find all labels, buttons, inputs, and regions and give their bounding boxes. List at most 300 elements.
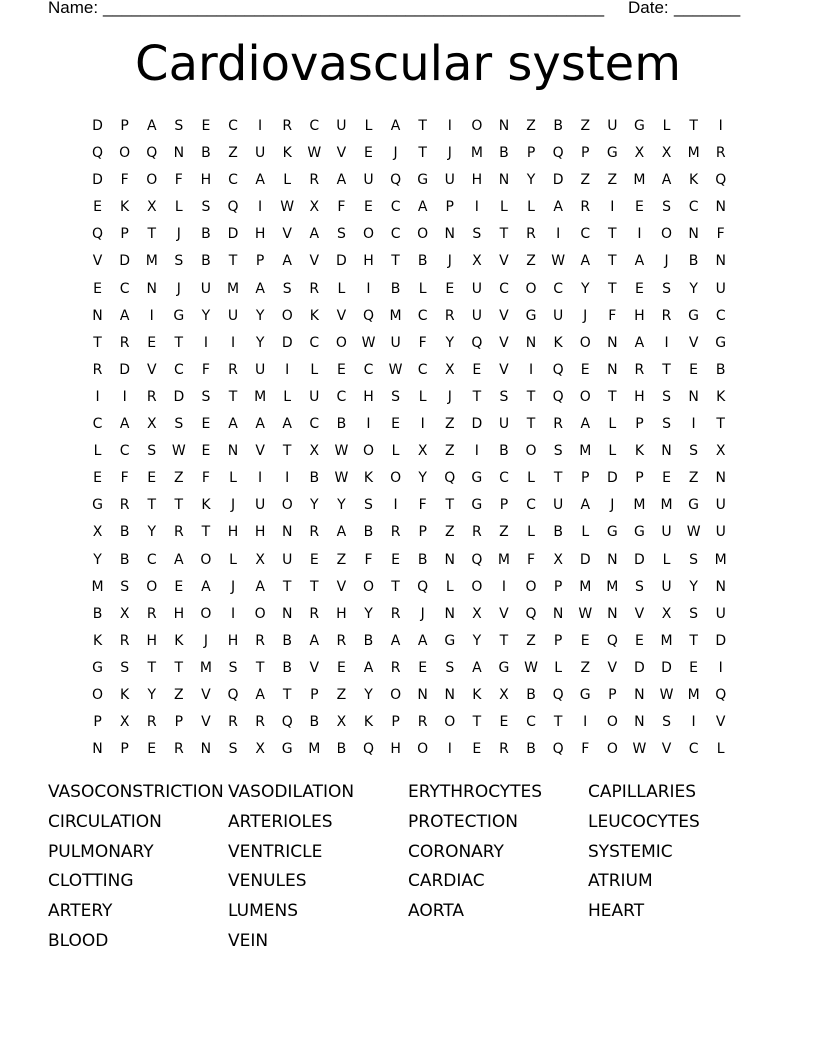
grid-letter: K [689, 172, 699, 189]
grid-letter: Q [525, 605, 537, 622]
grid-letter: U [282, 551, 293, 568]
grid-letter: W [334, 470, 349, 487]
grid-letter: U [498, 416, 510, 433]
grid-letter: S [689, 443, 699, 460]
grid-letter: A [363, 659, 374, 676]
grid-letter: X [472, 253, 482, 270]
grid-row [84, 276, 734, 303]
grid-letter: Y [310, 497, 319, 514]
grid-letter: D [715, 632, 727, 649]
grid-letter: E [336, 361, 346, 378]
grid-letter: E [580, 361, 590, 378]
grid-letter: R [715, 145, 726, 162]
grid-letter: B [499, 145, 509, 162]
grid-letter: N [444, 605, 455, 622]
grid-letter: E [634, 199, 644, 216]
grid-letter: G [606, 145, 618, 162]
grid-letter: P [608, 686, 617, 703]
grid-letter: B [201, 145, 211, 162]
grid-row [84, 438, 734, 465]
grid-letter: Z [444, 416, 455, 433]
grid-letter: V [499, 334, 509, 351]
grid-letter: W [524, 659, 538, 676]
grid-letter: B [390, 280, 401, 297]
grid-letter: A [255, 172, 265, 189]
grid-letter: P [120, 226, 129, 243]
grid-letter: X [715, 443, 726, 460]
grid-letter: T [472, 714, 482, 731]
grid-letter: N [607, 361, 618, 378]
grid-letter: Q [227, 686, 239, 703]
grid-letter: M [633, 172, 646, 189]
grid-letter: L [581, 524, 590, 541]
grid-letter: H [471, 172, 483, 189]
word-bank-item: ARTERY [48, 901, 113, 922]
grid-letter: I [393, 497, 398, 514]
grid-letter: X [255, 741, 265, 758]
grid-letter: D [471, 416, 483, 433]
grid-letter: A [255, 686, 265, 703]
grid-row [84, 248, 734, 275]
grid-letter: P [553, 578, 563, 595]
grid-letter: I [203, 334, 208, 351]
grid-letter: E [391, 416, 400, 433]
grid-letter: R [390, 524, 401, 541]
grid-letter: E [445, 280, 455, 297]
grid-letter: Y [418, 470, 427, 487]
grid-letter: F [174, 172, 183, 189]
grid-letter: H [227, 632, 239, 649]
grid-letter: R [119, 632, 130, 649]
grid-letter: X [661, 145, 672, 162]
word-bank-item: CARDIAC [408, 871, 485, 892]
grid-letter: T [147, 497, 157, 514]
grid-letter: N [281, 524, 293, 541]
word-bank-item: CAPILLARIES [588, 782, 697, 802]
grid-letter: S [662, 416, 671, 433]
grid-letter: W [659, 686, 674, 703]
grid-letter: I [258, 199, 263, 216]
grid-letter: U [363, 172, 374, 189]
grid-letter: P [499, 497, 509, 514]
grid-letter: R [92, 361, 103, 378]
grid-letter: V [336, 307, 347, 324]
grid-letter: Z [526, 253, 536, 270]
grid-letter: N [173, 145, 185, 162]
grid-letter: A [282, 253, 292, 270]
grid-letter: T [689, 118, 698, 134]
grid-letter: V [282, 226, 292, 243]
grid-letter: O [444, 714, 456, 731]
grid-letter: A [255, 280, 265, 297]
grid-letter: I [501, 578, 507, 595]
grid-letter: U [471, 307, 482, 324]
grid-letter: Q [362, 307, 374, 324]
grid-row [84, 113, 734, 140]
grid-letter: D [336, 253, 347, 270]
grid-row [84, 574, 734, 601]
grid-letter: I [420, 416, 425, 433]
grid-letter: T [418, 118, 427, 134]
grid-letter: B [363, 524, 374, 541]
grid-letter: I [230, 605, 236, 622]
grid-letter: O [146, 172, 158, 189]
grid-letter: N [498, 118, 510, 134]
grid-letter: X [309, 199, 320, 216]
grid-letter: Y [689, 578, 698, 595]
grid-letter: A [390, 632, 401, 649]
grid-letter: E [201, 443, 211, 460]
grid-letter: S [472, 226, 482, 243]
grid-letter: A [119, 307, 130, 324]
grid-letter: E [472, 741, 482, 758]
date-blank-line: _______ [674, 0, 741, 17]
grid-letter: T [526, 416, 536, 433]
grid-letter: O [119, 145, 131, 162]
grid-letter: V [499, 307, 509, 324]
grid-letter: T [228, 253, 238, 270]
grid-letter: P [635, 416, 644, 433]
grid-letter: P [635, 470, 644, 487]
grid-letter: X [472, 605, 482, 622]
grid-letter: Z [580, 659, 591, 676]
grid-letter: T [174, 334, 184, 351]
grid-row [84, 709, 734, 736]
grid-letter: Y [689, 280, 698, 297]
grid-letter: A [472, 659, 482, 676]
grid-letter: P [310, 686, 319, 703]
grid-letter: T [445, 497, 455, 514]
grid-letter: E [580, 632, 590, 649]
grid-letter: D [281, 334, 293, 351]
grid-letter: Q [552, 388, 564, 405]
grid-letter: W [307, 145, 322, 162]
word-bank-item: VEIN [228, 930, 269, 951]
grid-letter: O [200, 551, 212, 568]
grid-letter: O [254, 605, 266, 622]
grid-letter: J [230, 578, 236, 595]
grid-letter: C [119, 443, 130, 460]
grid-letter: P [581, 145, 590, 162]
grid-row [84, 655, 734, 682]
grid-letter: Z [444, 443, 455, 460]
grid-letter: L [174, 199, 183, 216]
grid-letter: H [173, 605, 185, 622]
grid-letter: K [120, 686, 130, 703]
grid-letter: Y [364, 605, 373, 622]
grid-letter: T [608, 226, 617, 243]
grid-letter: P [93, 714, 102, 731]
grid-letter: V [715, 714, 726, 731]
grid-letter: F [716, 226, 725, 243]
grid-letter: R [526, 226, 536, 243]
grid-letter: E [499, 714, 509, 731]
grid-letter: N [200, 741, 212, 758]
grid-letter: T [716, 416, 725, 433]
word-bank-item: PROTECTION [408, 811, 518, 832]
grid-letter: H [390, 741, 401, 758]
grid-letter: A [255, 578, 265, 595]
grid-letter: M [660, 632, 673, 649]
grid-letter: G [417, 172, 429, 189]
grid-letter: F [120, 470, 129, 487]
grid-letter: E [93, 470, 102, 487]
grid-letter: E [147, 741, 157, 758]
grid-letter: L [337, 280, 346, 297]
grid-row [84, 303, 734, 330]
grid-letter: P [526, 145, 536, 162]
grid-letter: Y [255, 307, 265, 324]
grid-letter: L [364, 118, 373, 134]
grid-letter: S [662, 280, 671, 297]
word-bank-item: SYSTEMIC [588, 841, 673, 862]
grid-letter: K [363, 470, 374, 487]
grid-letter: S [120, 659, 130, 676]
grid-letter: J [664, 253, 669, 270]
grid-letter: A [336, 172, 347, 189]
grid-letter: Z [444, 524, 455, 541]
grid-letter: E [472, 361, 482, 378]
grid-letter: E [634, 632, 644, 649]
grid-letter: N [715, 578, 726, 595]
grid-letter: J [393, 145, 398, 162]
grid-letter: Q [552, 686, 564, 703]
grid-row [84, 194, 734, 221]
grid-letter: O [471, 578, 483, 595]
grid-letter: M [660, 497, 673, 514]
date-label: Date: [628, 0, 669, 17]
grid-letter: A [634, 334, 645, 351]
grid-letter: F [364, 551, 373, 568]
grid-letter: S [364, 497, 373, 514]
grid-letter: E [93, 280, 102, 297]
grid-letter: D [634, 551, 645, 568]
grid-letter: N [552, 605, 564, 622]
grid-letter: U [200, 280, 212, 297]
grid-letter: O [92, 686, 104, 703]
grid-letter: X [553, 551, 563, 568]
grid-letter: R [417, 714, 428, 731]
grid-letter: S [336, 226, 346, 243]
grid-letter: Q [552, 361, 564, 378]
grid-letter: R [255, 714, 265, 731]
grid-letter: T [201, 524, 211, 541]
grid-letter: W [578, 605, 593, 622]
grid-letter: Q [227, 199, 239, 216]
grid-letter: S [201, 199, 211, 216]
grid-letter: J [176, 226, 181, 243]
header-fields [48, 0, 748, 20]
grid-letter: C [390, 226, 401, 243]
grid-letter: N [444, 686, 455, 703]
grid-letter: B [309, 714, 320, 731]
grid-letter: Y [580, 280, 590, 297]
grid-letter: O [606, 714, 618, 731]
grid-letter: Q [417, 578, 429, 595]
grid-letter: N [688, 388, 699, 405]
grid-letter: C [309, 118, 320, 134]
grid-row [84, 519, 734, 546]
grid-letter: T [472, 388, 482, 405]
grid-letter: M [687, 686, 700, 703]
grid-letter: L [283, 388, 292, 405]
grid-letter: C [499, 470, 509, 487]
grid-letter: M [714, 551, 727, 568]
grid-letter: H [634, 307, 645, 324]
grid-letter: T [553, 470, 563, 487]
grid-letter: Y [147, 686, 157, 703]
grid-letter: Y [93, 551, 102, 568]
grid-letter: I [556, 226, 561, 243]
grid-letter: W [361, 334, 376, 351]
grid-letter: X [146, 416, 157, 433]
grid-letter: B [119, 551, 130, 568]
grid-row [84, 547, 734, 574]
grid-letter: N [634, 686, 645, 703]
grid-letter: A [255, 416, 265, 433]
grid-letter: N [92, 307, 103, 324]
grid-letter: R [309, 172, 320, 189]
grid-letter: O [362, 443, 374, 460]
grid-letter: G [92, 497, 103, 514]
grid-letter: C [499, 280, 509, 297]
grid-letter: O [362, 226, 374, 243]
grid-letter: T [499, 226, 509, 243]
grid-letter: B [363, 632, 374, 649]
grid-letter: Z [336, 686, 347, 703]
grid-row [84, 736, 734, 763]
grid-letter: R [228, 714, 238, 731]
grid-letter: H [146, 632, 157, 649]
grid-letter: O [281, 497, 293, 514]
grid-letter: K [553, 334, 563, 351]
grid-letter: R [309, 524, 320, 541]
grid-letter: N [146, 280, 157, 297]
word-bank-item [408, 927, 588, 957]
grid-letter: V [309, 253, 320, 270]
grid-letter: O [606, 741, 618, 758]
grid-letter: D [119, 361, 131, 378]
grid-letter: N [715, 199, 726, 216]
grid-letter: I [637, 226, 642, 243]
grid-letter: P [445, 199, 454, 216]
grid-letter: B [553, 524, 563, 541]
grid-letter: N [607, 334, 618, 351]
grid-letter: J [610, 497, 615, 514]
grid-letter: K [174, 632, 184, 649]
grid-letter: K [120, 199, 130, 216]
grid-letter: K [634, 443, 645, 460]
grid-letter: J [447, 253, 452, 270]
grid-letter: C [715, 307, 726, 324]
grid-letter: F [418, 334, 427, 351]
grid-letter: N [715, 253, 726, 270]
grid-letter: I [258, 118, 263, 134]
grid-letter: Z [336, 551, 347, 568]
grid-letter: Q [471, 334, 483, 351]
grid-letter: C [526, 714, 536, 731]
grid-letter: C [173, 361, 184, 378]
word-bank-item: PULMONARY [48, 841, 154, 862]
grid-letter: G [633, 118, 645, 134]
grid-letter: U [336, 118, 347, 134]
grid-letter: P [120, 118, 129, 134]
grid-letter: M [606, 578, 619, 595]
grid-letter: L [418, 280, 427, 297]
grid-letter: L [716, 741, 725, 758]
grid-letter: C [309, 334, 320, 351]
grid-letter: I [149, 307, 154, 324]
grid-letter: M [254, 388, 267, 405]
grid-letter: N [444, 551, 455, 568]
grid-letter: T [310, 578, 319, 595]
grid-letter: K [92, 632, 103, 649]
grid-letter: D [92, 118, 103, 134]
grid-letter: R [336, 632, 347, 649]
grid-letter: R [580, 199, 591, 216]
word-bank [48, 778, 768, 957]
grid-letter: R [309, 605, 320, 622]
grid-row [84, 628, 734, 655]
grid-letter: E [364, 145, 373, 162]
grid-letter: V [92, 253, 103, 270]
grid-letter: V [255, 443, 265, 460]
grid-letter: T [174, 659, 184, 676]
grid-letter: R [661, 307, 672, 324]
grid-letter: S [228, 659, 238, 676]
grid-letter: Z [580, 172, 591, 189]
grid-letter: O [390, 686, 402, 703]
grid-letter: W [171, 443, 186, 460]
grid-letter: I [366, 280, 371, 297]
grid-letter: H [254, 226, 266, 243]
grid-letter: M [579, 443, 592, 460]
grid-letter: R [146, 388, 157, 405]
grid-letter: Q [362, 741, 374, 758]
grid-letter: A [580, 497, 591, 514]
grid-letter: G [92, 659, 103, 676]
grid-letter: J [203, 632, 208, 649]
grid-letter: T [418, 145, 427, 162]
grid-letter: O [417, 226, 429, 243]
grid-letter: K [363, 714, 374, 731]
page-title: Cardiovascular system [135, 36, 681, 92]
grid-letter: A [309, 632, 320, 649]
grid-letter: H [634, 388, 645, 405]
grid-letter: R [634, 361, 645, 378]
grid-letter: B [715, 361, 726, 378]
grid-letter: C [309, 416, 320, 433]
grid-letter: Y [445, 334, 455, 351]
grid-letter: F [120, 172, 129, 189]
grid-letter: C [526, 497, 536, 514]
grid-letter: Z [688, 470, 699, 487]
grid-letter: V [309, 659, 320, 676]
grid-letter: D [579, 551, 591, 568]
grid-letter: P [418, 524, 427, 541]
grid-letter: Q [606, 632, 618, 649]
grid-letter: R [119, 497, 130, 514]
grid-letter: L [527, 199, 535, 216]
word-bank-item: VENULES [228, 871, 307, 892]
grid-letter: O [661, 226, 673, 243]
grid-letter: E [662, 470, 671, 487]
grid-letter: J [447, 388, 452, 405]
grid-letter: G [444, 632, 456, 649]
grid-letter: Q [92, 226, 104, 243]
grid-letter: I [583, 714, 588, 731]
grid-letter: B [309, 470, 320, 487]
